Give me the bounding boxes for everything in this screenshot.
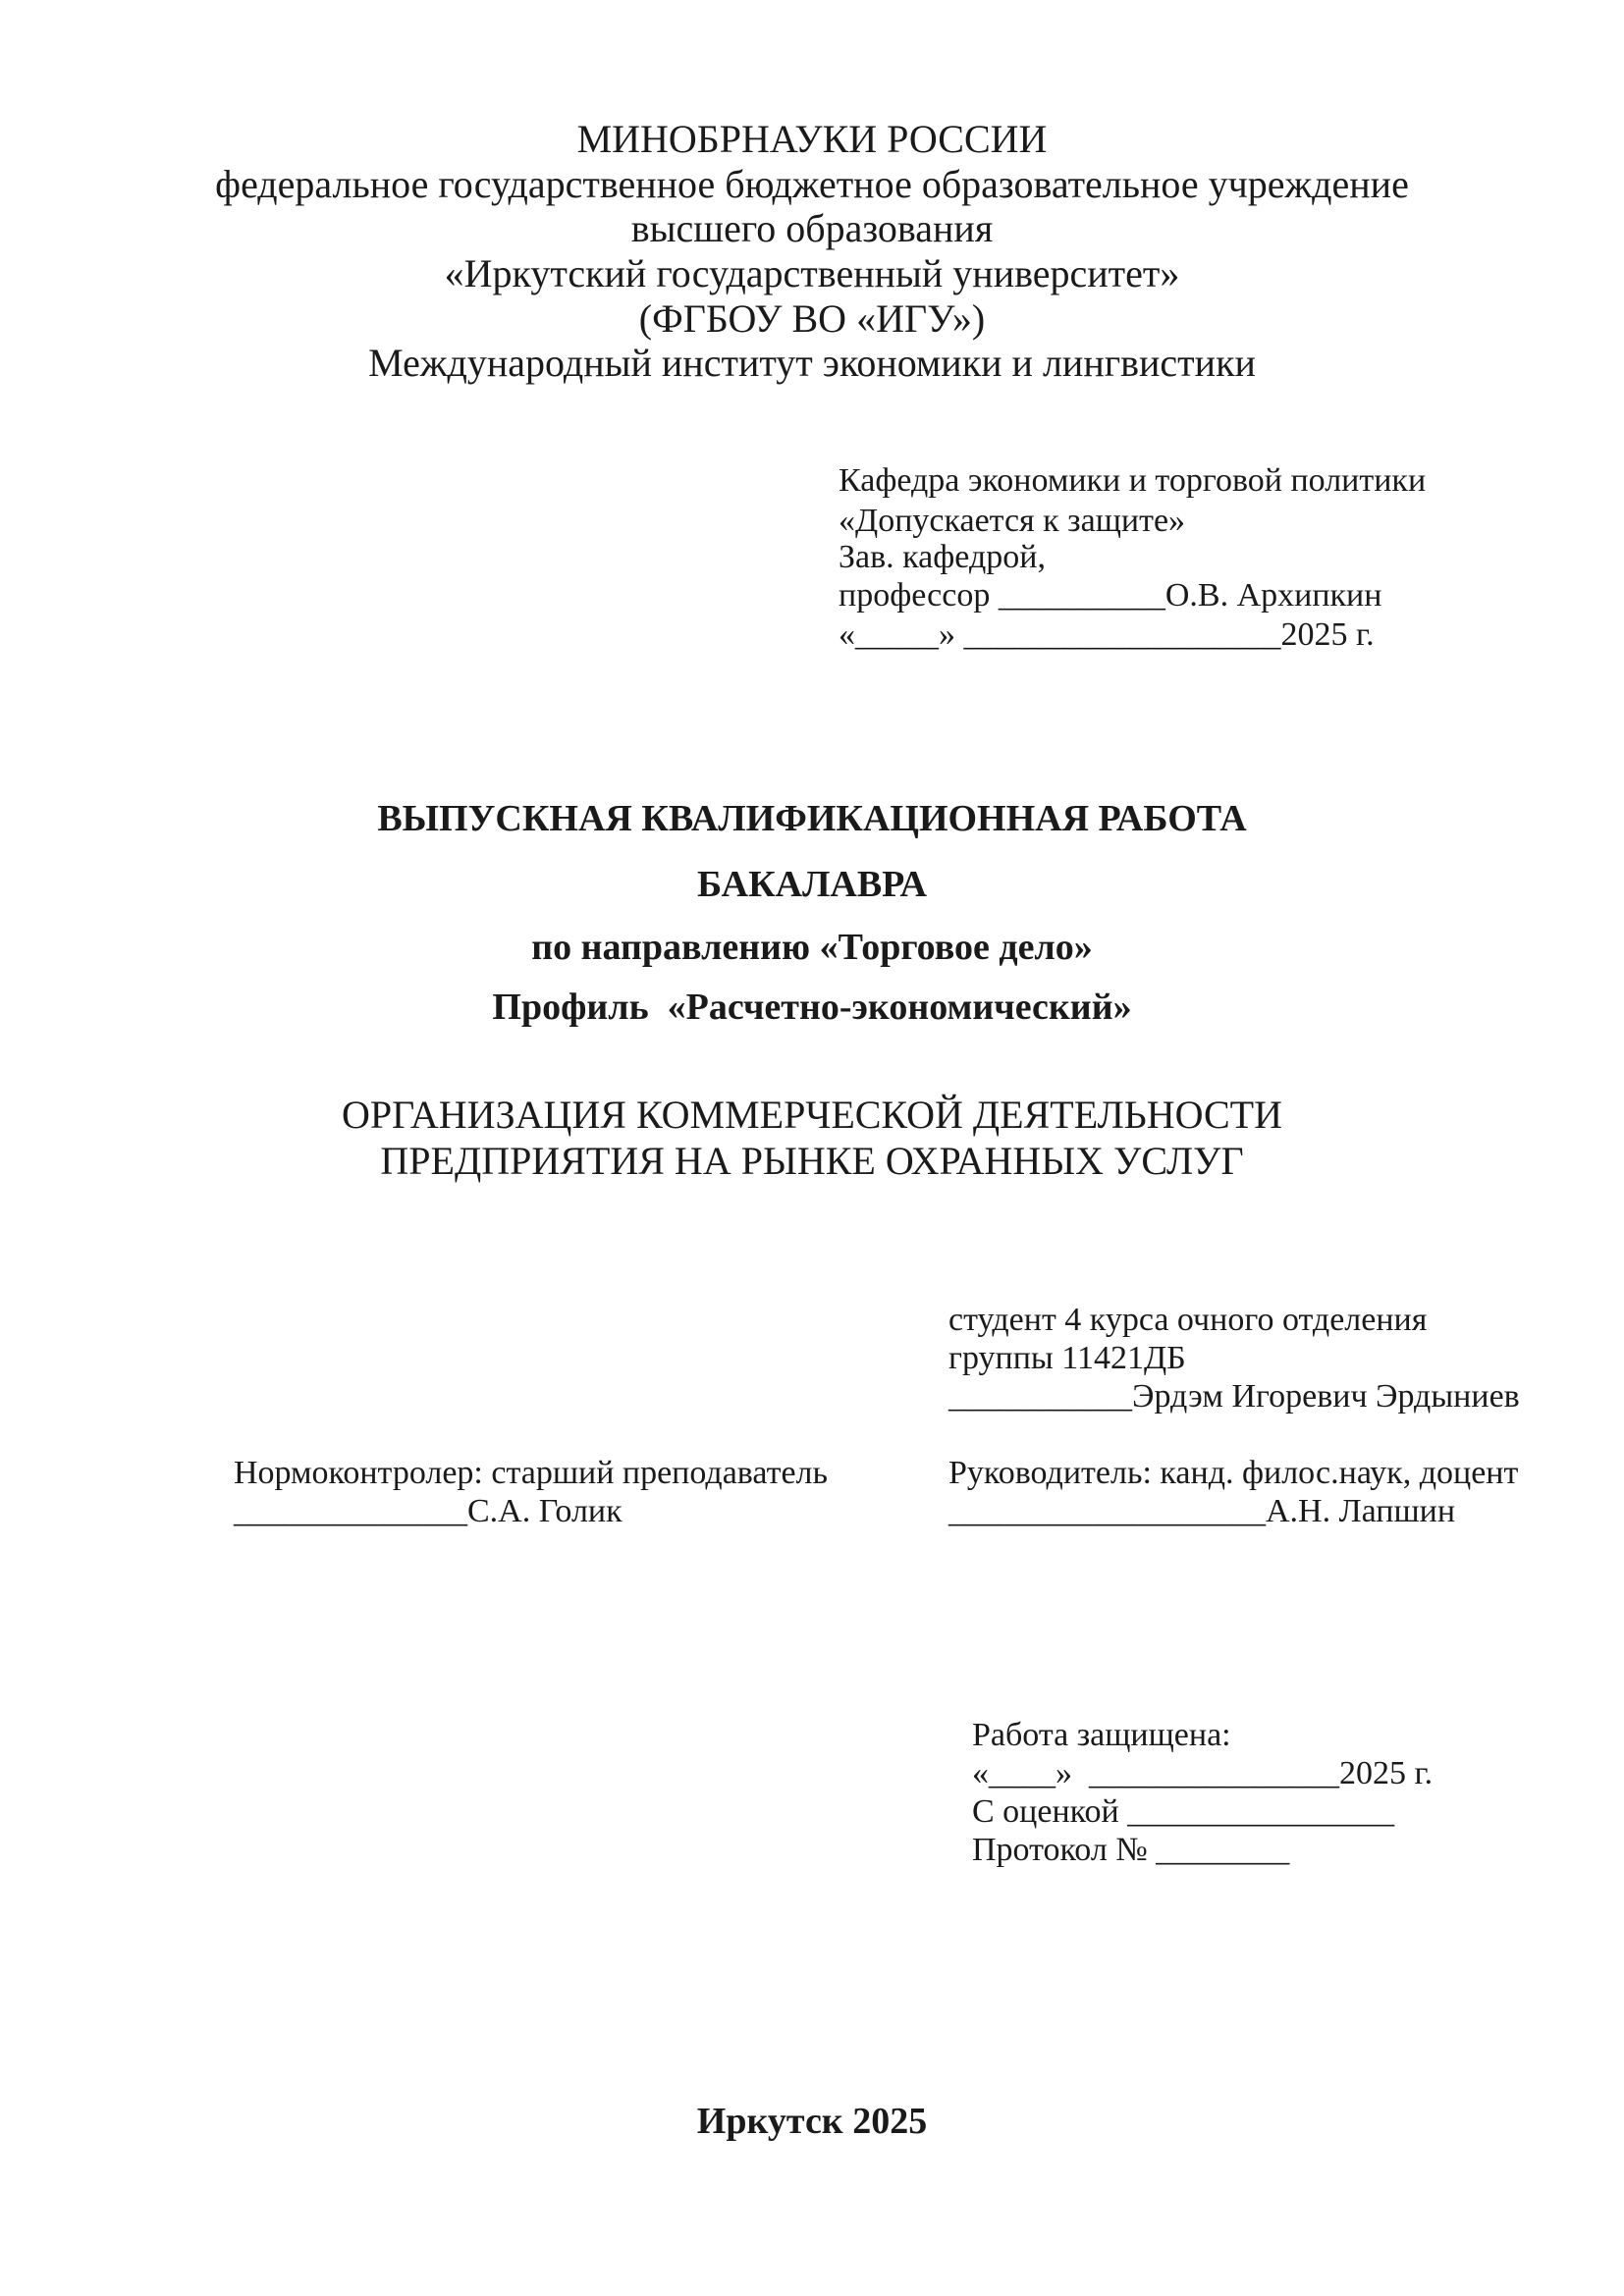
abbreviation-line: (ФГБОУ ВО «ИГУ») (638, 296, 986, 341)
work-title-line2: БАКАЛАВРА (697, 864, 927, 905)
head-signature-line: профессор __________О.В. Архипкин (839, 577, 1382, 614)
defense-date-line: «____» _______________2025 г. (972, 1755, 1434, 1791)
topic-line1: ОРГАНИЗАЦИЯ КОММЕРЧЕСКОЙ ДЕЯТЕЛЬНОСТИ (342, 1093, 1282, 1137)
work-title-line1: ВЫПУСКНАЯ КВАЛИФИКАЦИОННАЯ РАБОТА (377, 798, 1247, 839)
institution-type-line: федеральное государственное бюджетное образовательное учреждение (215, 162, 1409, 206)
supervisor-role: Руководитель: канд. филос.наук, доцент (948, 1455, 1519, 1491)
supervisor-signature-line: ___________________А.Н. Лапшин (948, 1493, 1456, 1529)
admit-line: «Допускается к защите» (839, 503, 1186, 539)
defense-status-line: Работа защищена: (972, 1717, 1231, 1753)
defense-protocol-line: Протокол № ________ (972, 1832, 1290, 1868)
student-course-line: студент 4 курса очного отделения (948, 1302, 1428, 1338)
education-level-line: высшего образования (630, 206, 994, 250)
defense-grade-line: С оценкой ________________ (972, 1793, 1395, 1830)
norm-controller-signature-line: ______________С.А. Голик (234, 1493, 623, 1529)
norm-controller-role: Нормоконтролер: старший преподаватель (234, 1455, 829, 1491)
institute-line: Международный институт экономики и лингвистики (368, 341, 1256, 385)
direction-line: по направлению «Торговое дело» (531, 927, 1093, 968)
ministry-line: МИНОБРНАУКИ РОССИИ (576, 117, 1048, 161)
student-signature-line: ___________Эрдэм Игоревич Эрдыниев (948, 1378, 1520, 1415)
approval-date-line: «_____» ___________________2025 г. (839, 616, 1375, 653)
city-year-line: Иркутск 2025 (696, 2101, 928, 2142)
profile-line: Профиль «Расчетно-экономический» (492, 987, 1132, 1028)
department-line: Кафедра экономики и торговой политики (839, 462, 1427, 499)
head-line: Зав. кафедрой, (839, 539, 1046, 575)
student-group-line: группы 11421ДБ (948, 1340, 1186, 1376)
university-line: «Иркутский государственный университет» (444, 251, 1180, 295)
topic-line2: ПРЕДПРИЯТИЯ НА РЫНКЕ ОХРАННЫХ УСЛУГ (380, 1139, 1244, 1183)
